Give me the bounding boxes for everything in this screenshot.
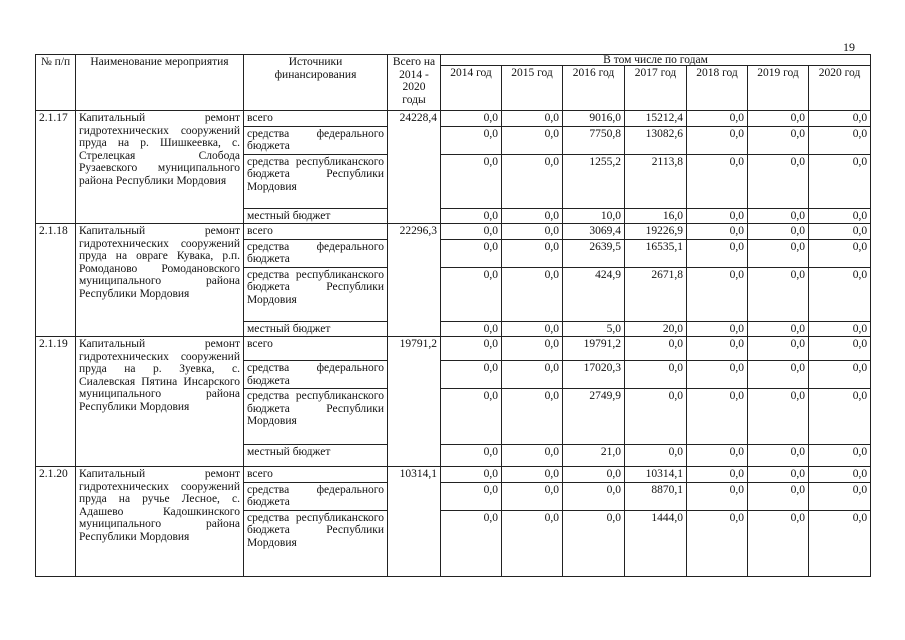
funding-source: средства федерального бюджета [244, 361, 388, 389]
funding-source: местный бюджет [244, 321, 388, 337]
year-value: 0,0 [502, 321, 563, 337]
table-header [36, 55, 871, 111]
year-value: 0,0 [748, 445, 809, 467]
year-value: 10,0 [563, 208, 625, 224]
funding-source: местный бюджет [244, 208, 388, 224]
year-value: 19791,2 [563, 337, 625, 361]
row-number: 2.1.19 [36, 337, 76, 467]
year-value: 0,0 [441, 111, 502, 127]
year-value: 0,0 [748, 361, 809, 389]
year-value: 0,0 [441, 445, 502, 467]
table-body [36, 111, 871, 577]
year-value: 0,0 [809, 467, 871, 483]
year-value: 0,0 [687, 445, 748, 467]
year-value: 0,0 [809, 126, 871, 154]
total-amount: 22296,3 [388, 224, 441, 337]
year-value: 0,0 [502, 208, 563, 224]
header-num: № п/п [36, 55, 76, 111]
year-value: 16,0 [625, 208, 687, 224]
year-value: 10314,1 [625, 467, 687, 483]
year-value: 0,0 [748, 267, 809, 321]
year-value: 0,0 [687, 224, 748, 240]
row-number: 2.1.17 [36, 111, 76, 224]
year-value: 5,0 [563, 321, 625, 337]
year-value: 0,0 [441, 482, 502, 510]
year-value: 2113,8 [625, 154, 687, 208]
year-value: 19226,9 [625, 224, 687, 240]
year-value: 0,0 [809, 510, 871, 576]
funding-source: всего [244, 337, 388, 361]
year-value: 0,0 [687, 510, 748, 576]
year-value: 0,0 [809, 111, 871, 127]
year-value: 3069,4 [563, 224, 625, 240]
header-total: Всего на 2014 - 2020 годы [388, 55, 441, 111]
year-value: 0,0 [748, 482, 809, 510]
header-year: 2016 год [563, 66, 625, 111]
year-value: 0,0 [748, 510, 809, 576]
year-value: 0,0 [502, 224, 563, 240]
header-year: 2015 год [502, 66, 563, 111]
year-value: 0,0 [625, 445, 687, 467]
year-value: 0,0 [502, 361, 563, 389]
year-value: 0,0 [441, 337, 502, 361]
table-row [36, 467, 871, 483]
year-value: 16535,1 [625, 239, 687, 267]
header-year: 2019 год [748, 66, 809, 111]
year-value: 0,0 [809, 482, 871, 510]
year-value: 0,0 [502, 482, 563, 510]
header-sources: Источники финансирования [244, 55, 388, 111]
activity-name: Капитальный ремонт гидротехнических сооружений пруда на овраге Кувака, р.п. Ромоданово Ромодановского муниципального района Республики Мордовия [76, 224, 244, 337]
year-value: 0,0 [502, 510, 563, 576]
funding-source: всего [244, 224, 388, 240]
year-value: 1444,0 [625, 510, 687, 576]
year-value: 0,0 [502, 154, 563, 208]
row-number: 2.1.18 [36, 224, 76, 337]
header-year: 2020 год [809, 66, 871, 111]
funding-source: средства республиканского бюджета Республики Мордовия [244, 267, 388, 321]
year-value: 0,0 [809, 445, 871, 467]
year-value: 0,0 [502, 111, 563, 127]
year-value: 0,0 [748, 389, 809, 445]
year-value: 0,0 [563, 510, 625, 576]
year-value: 13082,6 [625, 126, 687, 154]
year-value: 0,0 [441, 321, 502, 337]
year-value: 0,0 [809, 321, 871, 337]
funding-source: всего [244, 111, 388, 127]
year-value: 2671,8 [625, 267, 687, 321]
funding-table [35, 54, 871, 577]
year-value: 0,0 [625, 389, 687, 445]
year-value: 0,0 [809, 337, 871, 361]
year-value: 0,0 [748, 321, 809, 337]
header-year: 2018 год [687, 66, 748, 111]
year-value: 0,0 [687, 239, 748, 267]
year-value: 0,0 [809, 267, 871, 321]
funding-source: средства республиканского бюджета Республики Мордовия [244, 154, 388, 208]
funding-source: местный бюджет [244, 445, 388, 467]
year-value: 0,0 [502, 239, 563, 267]
header-year: 2014 год [441, 66, 502, 111]
year-value: 0,0 [625, 337, 687, 361]
funding-source: средства федерального бюджета [244, 482, 388, 510]
year-value: 0,0 [809, 361, 871, 389]
funding-source: средства федерального бюджета [244, 239, 388, 267]
year-value: 0,0 [687, 361, 748, 389]
year-value: 0,0 [748, 126, 809, 154]
year-value: 0,0 [441, 224, 502, 240]
year-value: 0,0 [687, 154, 748, 208]
year-value: 15212,4 [625, 111, 687, 127]
table-row [36, 337, 871, 361]
year-value: 0,0 [809, 154, 871, 208]
year-value: 0,0 [502, 126, 563, 154]
year-value: 0,0 [809, 389, 871, 445]
year-value: 9016,0 [563, 111, 625, 127]
year-value: 2749,9 [563, 389, 625, 445]
year-value: 0,0 [687, 467, 748, 483]
year-value: 0,0 [687, 208, 748, 224]
year-value: 0,0 [748, 154, 809, 208]
year-value: 0,0 [748, 208, 809, 224]
year-value: 0,0 [687, 126, 748, 154]
year-value: 20,0 [625, 321, 687, 337]
year-value: 0,0 [687, 482, 748, 510]
activity-name: Капитальный ремонт гидротехнических сооружений пруда на р. Шишкеевка, с. Стрелецкая Слобода Рузаевского муниципального района Республики Мордовия [76, 111, 244, 224]
year-value: 1255,2 [563, 154, 625, 208]
funding-source: средства федерального бюджета [244, 126, 388, 154]
year-value: 0,0 [809, 208, 871, 224]
table-row [36, 224, 871, 240]
year-value: 17020,3 [563, 361, 625, 389]
year-value: 2639,5 [563, 239, 625, 267]
activity-name: Капитальный ремонт гидротехнических сооружений пруда на р. Зуевка, с. Сиалевская Пятина Инсарского муниципального района Республики Мордовия [76, 337, 244, 467]
year-value: 424,9 [563, 267, 625, 321]
year-value: 0,0 [441, 239, 502, 267]
year-value: 0,0 [502, 337, 563, 361]
total-amount: 10314,1 [388, 467, 441, 577]
year-value: 0,0 [441, 510, 502, 576]
funding-source: всего [244, 467, 388, 483]
year-value: 0,0 [441, 208, 502, 224]
year-value: 0,0 [563, 482, 625, 510]
year-value: 0,0 [687, 111, 748, 127]
year-value: 0,0 [502, 267, 563, 321]
funding-source: средства республиканского бюджета Республики Мордовия [244, 389, 388, 445]
total-amount: 19791,2 [388, 337, 441, 467]
header-name: Наименование мероприятия [76, 55, 244, 111]
year-value: 7750,8 [563, 126, 625, 154]
page-number: 19 [843, 40, 855, 54]
year-value: 0,0 [748, 239, 809, 267]
year-value: 0,0 [441, 467, 502, 483]
year-value: 0,0 [687, 267, 748, 321]
year-value: 0,0 [748, 337, 809, 361]
year-value: 0,0 [441, 267, 502, 321]
year-value: 0,0 [502, 445, 563, 467]
header-by-years: В том числе по годам [441, 55, 871, 66]
year-value: 0,0 [748, 111, 809, 127]
table-row [36, 111, 871, 127]
year-value: 0,0 [809, 239, 871, 267]
activity-name: Капитальный ремонт гидротехнических сооружений пруда на ручье Лесное, с. Адашево Кадошкинского муниципального района Республики Мордовия [76, 467, 244, 577]
year-value: 0,0 [563, 467, 625, 483]
year-value: 0,0 [441, 126, 502, 154]
year-value: 0,0 [748, 224, 809, 240]
header-year: 2017 год [625, 66, 687, 111]
total-amount: 24228,4 [388, 111, 441, 224]
year-value: 0,0 [687, 337, 748, 361]
year-value: 0,0 [441, 361, 502, 389]
year-value: 0,0 [441, 154, 502, 208]
year-value: 8870,1 [625, 482, 687, 510]
year-value: 0,0 [748, 467, 809, 483]
row-number: 2.1.20 [36, 467, 76, 577]
year-value: 21,0 [563, 445, 625, 467]
year-value: 0,0 [441, 389, 502, 445]
year-value: 0,0 [502, 467, 563, 483]
funding-source: средства республиканского бюджета Республики Мордовия [244, 510, 388, 576]
year-value: 0,0 [809, 224, 871, 240]
year-value: 0,0 [687, 321, 748, 337]
year-value: 0,0 [625, 361, 687, 389]
year-value: 0,0 [502, 389, 563, 445]
year-value: 0,0 [687, 389, 748, 445]
